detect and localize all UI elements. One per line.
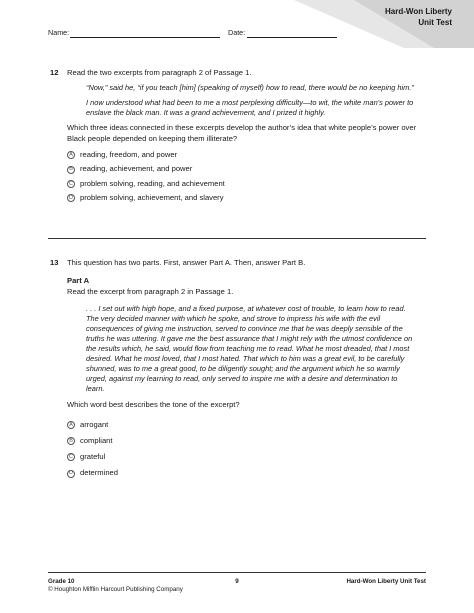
choice-text: determined (80, 468, 118, 478)
choice-bubble-icon[interactable]: D (67, 470, 75, 478)
part-a-heading: Part A (67, 276, 90, 286)
choice-bubble-icon[interactable]: B (67, 437, 75, 445)
choice-option[interactable] (67, 163, 417, 177)
choice-text: problem solving, reading, and achievement (80, 178, 225, 188)
choice-option[interactable] (67, 177, 417, 191)
choice-option[interactable] (67, 148, 417, 162)
question-13-question: Which word best describes the tone of the excerpt? (67, 400, 240, 410)
question-13-prompt: This question has two parts. First, answer Part A. Then, answer Part B. (67, 258, 306, 267)
page-number: 9 (235, 578, 239, 585)
question-12-choices (67, 148, 417, 205)
date-label: Date: (228, 28, 246, 37)
footer-copyright: © Houghton Mifflin Harcourt Publishing Company (48, 586, 183, 593)
choice-option[interactable] (67, 449, 417, 465)
question-13-number: 13 (50, 258, 59, 267)
question-13-choices (67, 417, 417, 482)
question-12-excerpt-1: “Now,” said he, “if you teach [him] (speaking of myself) how to read, there would be no keeping him.” (86, 83, 414, 93)
choice-option[interactable] (67, 417, 417, 433)
unit-test-title (385, 6, 452, 28)
question-13-excerpt: . . . I set out with high hope, and a fixed purpose, at whatever cost of trouble, to learn how to read. The very decided manner with which he spoke, and strove to impress his wife with the evil consequences of giving me instruction, served to convince me that he was deeply sensible of the truths he was uttering. It gave me the best assurance that I might rely with the utmost confidence on the results which, he said, would flow from teaching me to read. What he most dreaded, that I most desired. What he most loved, that I most hated. That which to him was a great evil, to be carefully shunned, was to me a great good, to be diligently sought; and the argument which he so warmly urged, against my learning to read, only served to inspire me with a desire and determination to learn. (86, 304, 413, 394)
question-12-prompt: Read the two excerpts from paragraph 2 of Passage 1. (67, 68, 252, 77)
question-13 (67, 258, 417, 482)
choice-bubble-icon[interactable]: B (67, 166, 75, 174)
choice-bubble-icon[interactable]: C (67, 453, 75, 461)
footer-test-name: Hard-Won Liberty Unit Test (346, 578, 426, 585)
question-12-excerpt-2: I now understood what had been to me a most perplexing difficulty—to wit, the white man’s power to enslave the black man. It was a grand achievement, and I prized it highly. (86, 98, 414, 118)
title-line-1: Hard-Won Liberty (385, 7, 452, 16)
choice-text: reading, achievement, and power (80, 164, 193, 174)
choice-option[interactable] (67, 191, 417, 205)
choice-text: reading, freedom, and power (80, 150, 178, 160)
part-a-prompt: Read the excerpt from paragraph 2 in Passage 1. (67, 286, 234, 296)
choice-text: problem solving, achievement, and slavery (80, 193, 224, 203)
choice-bubble-icon[interactable]: C (67, 180, 75, 188)
footer-grade: Grade 10 (48, 578, 75, 585)
question-12-question: Which three ideas connected in these excerpts develop the author’s idea that white people’s power over Black people depended on keeping them illiterate? (67, 123, 417, 143)
date-field-line[interactable] (247, 37, 337, 38)
choice-bubble-icon[interactable]: A (67, 151, 75, 159)
question-12-number: 12 (50, 68, 59, 77)
section-divider (48, 238, 426, 239)
question-12 (67, 68, 417, 205)
choice-option[interactable] (67, 466, 417, 482)
footer-divider (48, 572, 426, 573)
choice-text: compliant (80, 435, 113, 445)
name-label: Name: (48, 28, 70, 37)
choice-option[interactable] (67, 433, 417, 449)
choice-text: arrogant (80, 419, 109, 429)
choice-bubble-icon[interactable]: A (67, 421, 75, 429)
choice-bubble-icon[interactable]: D (67, 194, 75, 202)
title-line-2: Unit Test (418, 18, 452, 27)
name-field-line[interactable] (70, 37, 220, 38)
choice-text: grateful (80, 452, 106, 462)
